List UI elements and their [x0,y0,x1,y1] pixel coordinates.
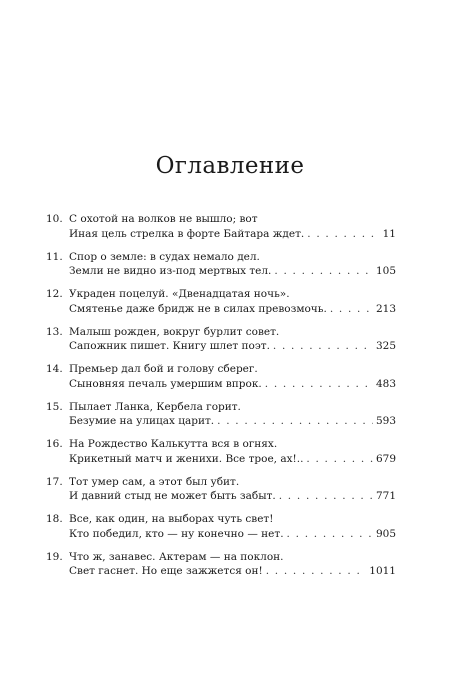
page-title: Оглавление [155,153,305,179]
toc-entry [46,250,396,279]
chapter-number: 18. [46,513,63,525]
dot-leader [287,527,373,542]
chapter-number: 17. [46,475,63,488]
toc-entry [46,362,396,391]
table-of-contents [46,212,396,587]
page-number: 11 [382,227,396,240]
chapter-title-line-2: Земли не видно из-под мертвых тел. [69,265,272,277]
page-number: 105 [375,265,396,277]
chapter-title-line-2: Сапожник пишет. Книгу шлет поэт. [69,340,270,352]
chapter-title-line-2: Крикетный матч и женихи. Все трое, ах!.. [69,452,304,465]
toc-entry [46,325,396,354]
page-number: 679 [375,452,396,465]
chapter-number: 16. [46,438,63,450]
chapter-title-line-2: Свет гаснет. Но еще зажжется он! [69,565,263,577]
page-number: 213 [375,302,396,315]
toc-entry [46,475,396,504]
chapter-title-line-2: Кто победил, кто — ну конечно — нет. [69,527,284,540]
page-number: 325 [375,340,396,352]
dot-leader [217,414,373,429]
chapter-title-line-2: И давний стыд не может быть забыт. [69,490,276,502]
chapter-title-line-1: С охотой на волков не вышло; вот [69,213,258,225]
chapter-title-line-2: Сыновняя печаль умершим впрок. [69,377,262,390]
chapter-title-line-2: Смятенье даже бридж не в силах превозмочь. [69,302,327,315]
chapter-number: 19. [46,550,63,563]
dot-leader [265,377,373,392]
dot-leader [330,302,373,317]
chapter-title-line-1: Спор о земле: в судах немало дел. [69,250,260,263]
toc-entry [46,512,396,541]
dot-leader [273,339,373,354]
chapter-number: 10. [46,213,63,225]
page-number: 483 [375,377,396,390]
page-number: 905 [375,527,396,540]
chapter-number: 12. [46,288,63,300]
page-number: 771 [375,490,396,502]
chapter-title-line-2: Иная цель стрелка в форте Байтара ждет. [69,227,305,240]
toc-entry [46,550,396,579]
chapter-title-line-1: Пылает Ланка, Кербела горит. [69,400,241,413]
chapter-number: 13. [46,325,63,338]
chapter-number: 15. [46,400,63,413]
chapter-title-line-1: Малыш рожден, вокруг бурлит совет. [69,325,280,338]
dot-leader [306,452,373,467]
dot-leader [307,227,379,242]
chapter-title-line-2: Безумие на улицах царит. [69,415,215,427]
chapter-number: 11. [46,250,63,263]
chapter-title-line-1: На Рождество Калькутта вся в огнях. [69,438,278,450]
page-number: 593 [375,415,396,427]
chapter-title-line-1: Украден поцелуй. «Двенадцатая ночь». [69,288,290,300]
toc-entry [46,400,396,429]
dot-leader [279,489,373,504]
chapter-title-line-1: Все, как один, на выборах чуть свет! [69,513,274,525]
toc-entry [46,212,396,241]
page-number: 1011 [369,565,396,577]
chapter-title-line-1: Тот умер сам, а этот был убит. [69,475,240,488]
dot-leader [274,264,373,279]
chapter-title-line-1: Что ж, занавес. Актерам — на поклон. [69,550,284,563]
toc-entry [46,437,396,466]
toc-entry [46,287,396,316]
chapter-title-line-1: Премьер дал бой и голову сберег. [69,363,258,375]
chapter-number: 14. [46,363,63,375]
dot-leader [266,564,367,579]
